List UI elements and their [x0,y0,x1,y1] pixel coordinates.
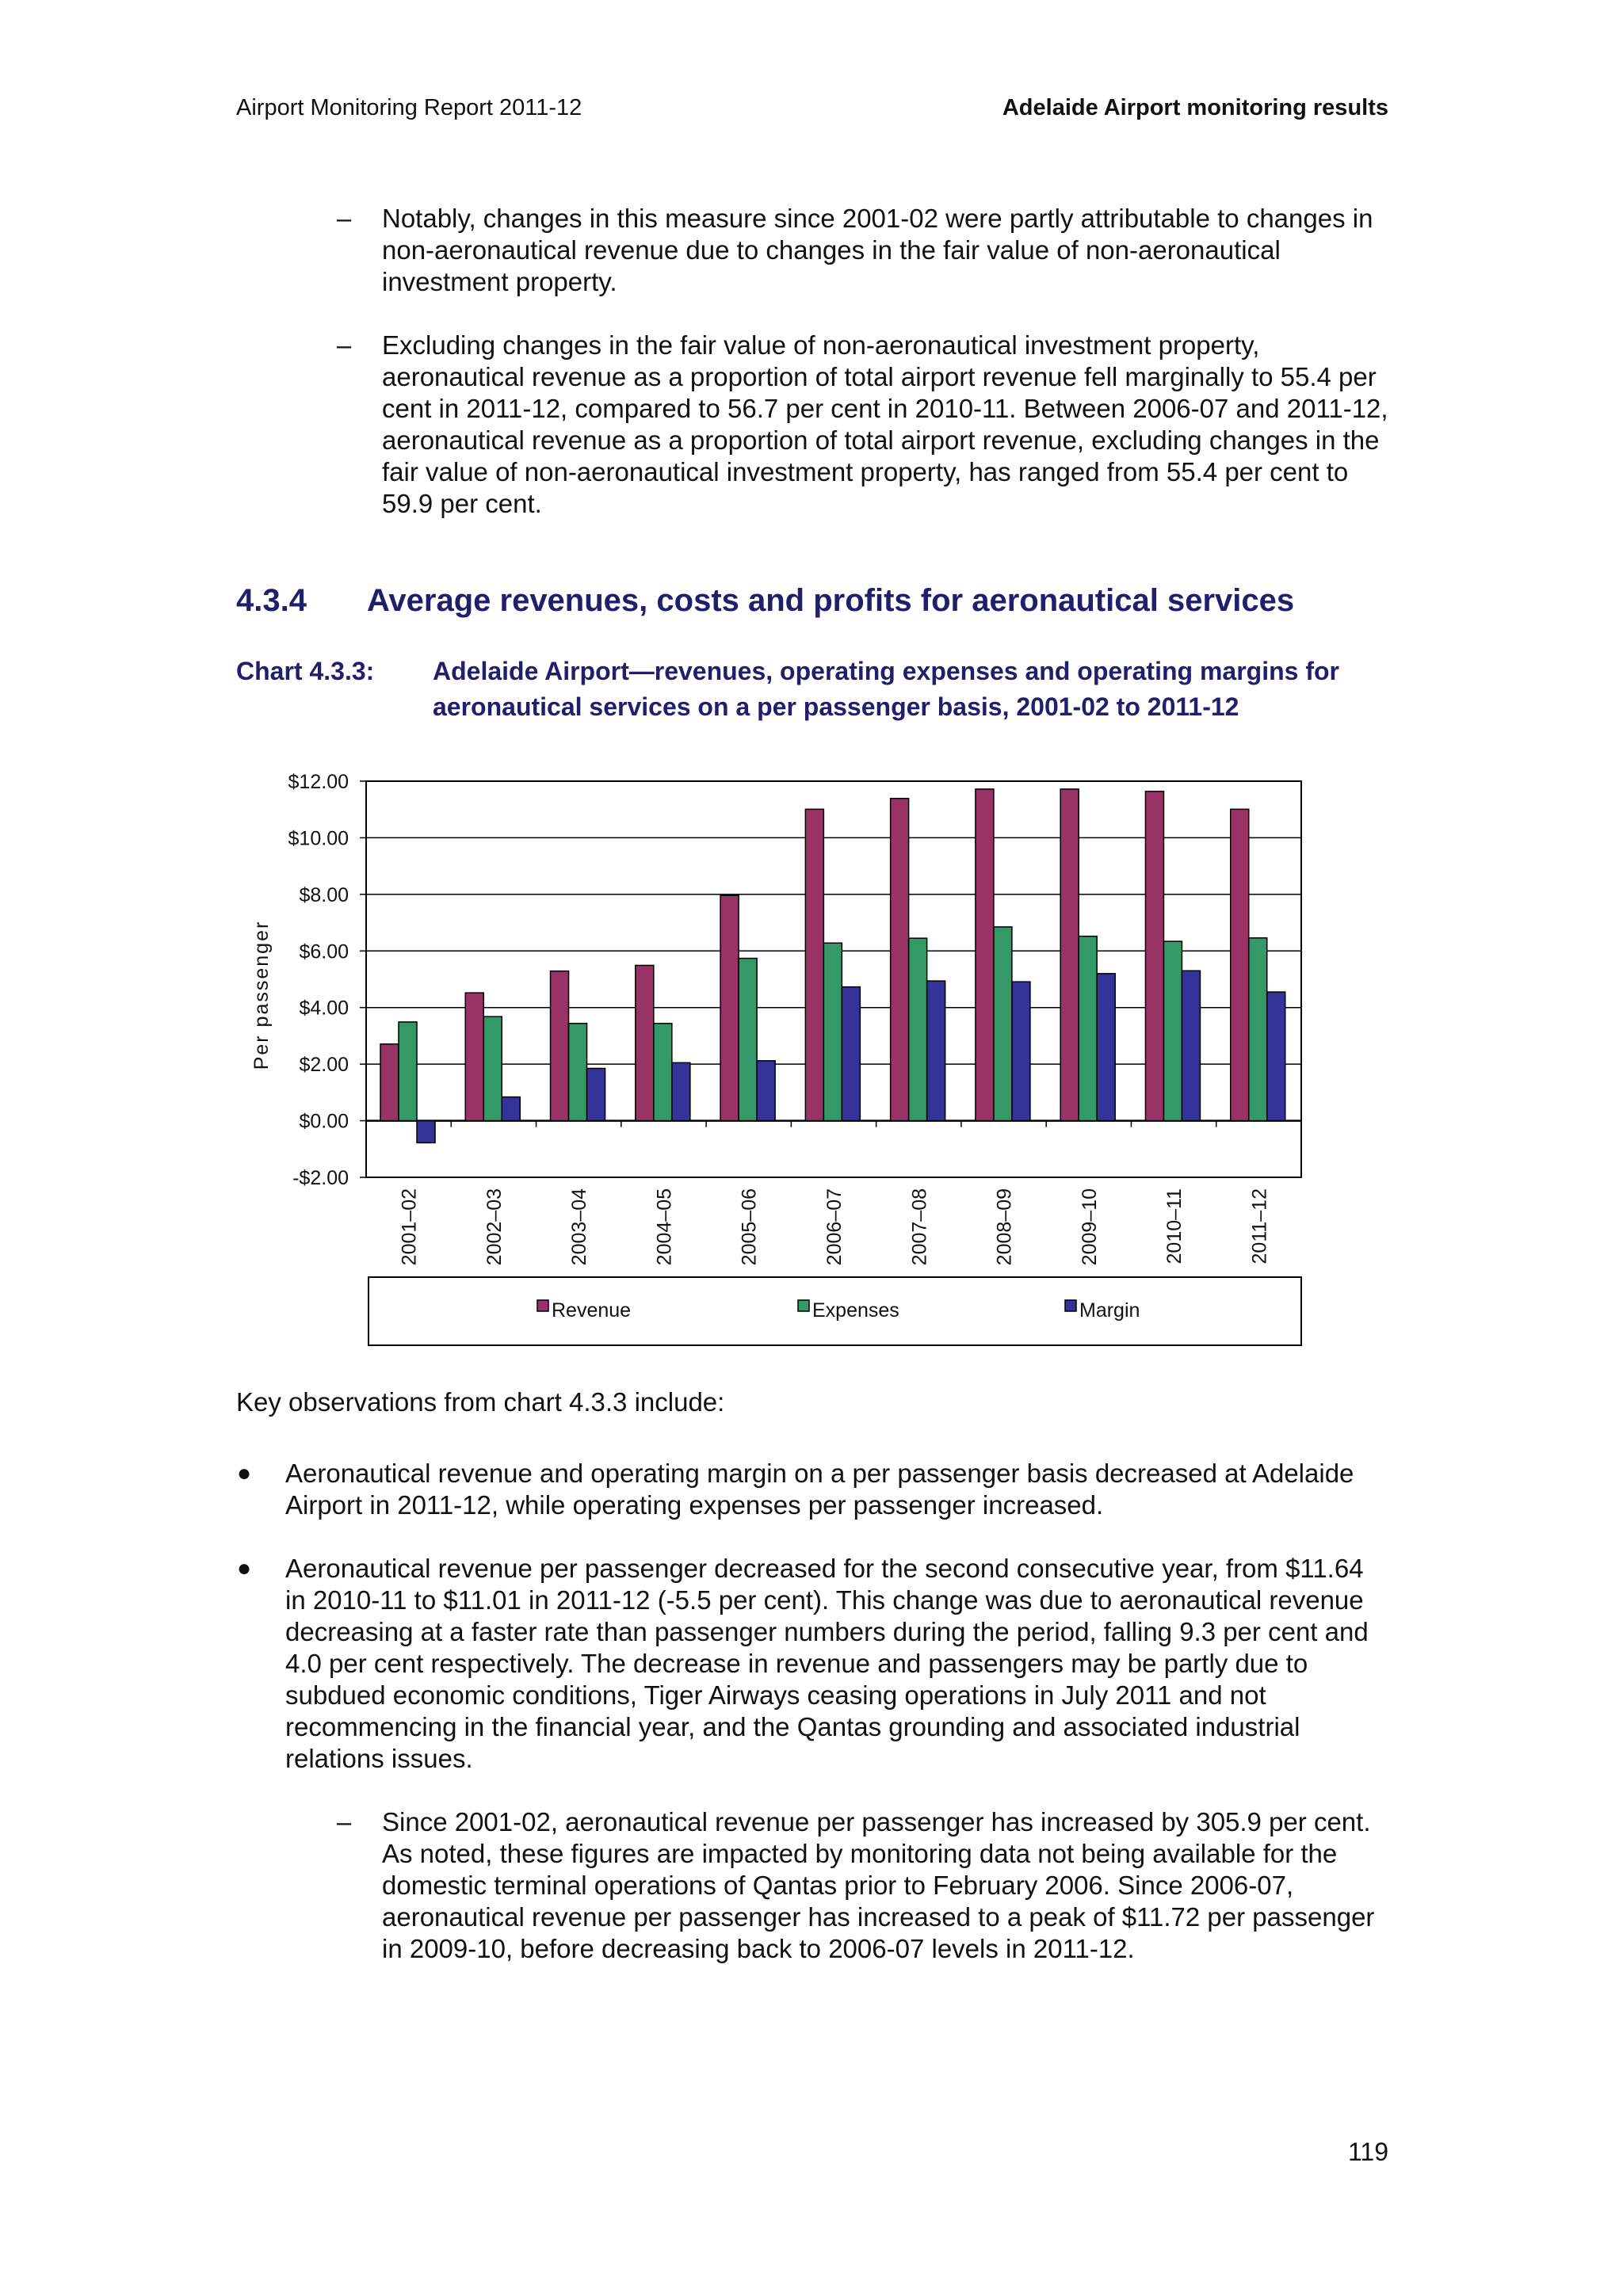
bar-expenses [739,959,757,1121]
section-number: 4.3.4 [236,583,307,618]
x-tick-label: 2010–11 [1163,1188,1186,1264]
x-tick-label: 2003–04 [568,1188,591,1266]
bar-margin [1267,992,1285,1121]
bar-expenses [1249,938,1267,1121]
x-tick-label: 2002–03 [483,1188,506,1266]
y-tick-label: $12.00 [288,771,349,793]
bar-revenue [380,1044,399,1121]
legend-label-expenses: Expenses [812,1299,899,1322]
bar-revenue [976,789,994,1121]
legend-label-margin: Margin [1079,1299,1140,1322]
revenue-expenses-margin-chart [238,761,1347,1355]
bar-margin [842,987,860,1121]
bar-expenses [1079,936,1097,1121]
bar-expenses [399,1022,417,1121]
x-tick-label: 2008–09 [993,1188,1016,1266]
page-number: 119 [1347,2138,1388,2166]
bar-expenses [483,1016,502,1120]
bar-margin [502,1097,520,1121]
observation-bullet-text: Aeronautical revenue per passenger decreased for the second consecutive year, from $11.64 in 2010-11 to $11.01 in 2011-12 (-5.5 per cent). This change was due to aeronautical revenue decreasing at a faster rate than passenger numbers during the period, falling 9.3 per cent and 4.0 per cent respectively. The decrease in revenue and passengers may be partly due to subdued economic conditions, Tiger Airways ceasing operations in July 2011 and not recommencing in the financial year, and the Qantas grounding and associated industrial relations issues. [285,1554,1369,1773]
legend-label-revenue: Revenue [552,1299,632,1322]
bar-revenue [720,895,739,1120]
section-title: Average revenues, costs and profits for aeronautical services [367,583,1295,618]
x-tick-label: 2007–08 [908,1188,931,1266]
x-tick-label: 2011–12 [1248,1188,1271,1264]
key-observations-intro: Key observations from chart 4.3.3 include: [236,1387,725,1417]
x-tick-label: 2001–02 [398,1188,421,1266]
dash-marker: – [336,330,352,360]
bar-margin [417,1121,435,1143]
y-tick-label: $6.00 [299,940,349,963]
bar-margin [587,1069,605,1121]
header-section-title: Adelaide Airport monitoring results [1002,95,1388,120]
bar-revenue [551,971,569,1121]
bar-revenue [805,809,823,1120]
bullet-marker: ● [236,1460,252,1486]
bar-expenses [823,943,842,1120]
bar-margin [927,981,945,1120]
legend-swatch-expenses [798,1300,809,1311]
intro-dash-text: Notably, changes in this measure since 2001-02 were partly attributable to changes in non-aeronautical revenue due to changes in the fair value of non-aeronautical investment property. [382,204,1373,296]
chart-caption-title: Adelaide Airport—revenues, operating expenses and operating margins for aeronautical services on a per passenger basis, 2001-02 to 2011-12 [433,657,1339,721]
sub-dash-text: Since 2001-02, aeronautical revenue per passenger has increased by 305.9 per cent. As noted, these figures are impacted by monitoring data not being available for the domestic terminal operations of Qantas prior to February 2006. Since 2006-07, aeronautical revenue per passenger has increased to a peak of $11.72 per passenger in 2009-10, before decreasing back to 2006-07 levels in 2011-12. [382,1807,1375,1963]
bar-revenue [891,799,909,1121]
y-tick-label: -$2.00 [292,1167,349,1189]
y-tick-label: $4.00 [299,997,349,1020]
section-heading [236,583,1294,619]
legend-swatch-revenue [537,1300,548,1311]
y-axis-title: Per passenger [250,920,273,1070]
x-tick-label: 2005–06 [738,1188,761,1266]
intro-dash-text: Excluding changes in the fair value of non-aeronautical investment property, aeronautical revenue as a proportion of total airport revenue fell marginally to 55.4 per cent in 2011-12, compared to 56.7 per cent in 2010-11. Between 2006-07 and 2011-12, aeronautical revenue as a proportion of total airport revenue, excluding changes in the fair value of non-aeronautical investment property, has ranged from 55.4 per cent to 59.9 per cent. [382,330,1388,518]
y-tick-label: $10.00 [288,827,349,850]
y-tick-label: $2.00 [299,1054,349,1077]
bullet-marker: ● [236,1555,252,1581]
y-tick-label: $0.00 [299,1110,349,1133]
dash-marker: – [336,204,352,233]
bar-margin [1182,971,1200,1120]
y-tick-label: $8.00 [299,883,349,906]
x-tick-label: 2009–10 [1078,1188,1101,1266]
bar-expenses [654,1024,672,1121]
bar-revenue [1231,809,1249,1120]
x-tick-label: 2004–05 [653,1188,676,1266]
bar-revenue [1145,791,1163,1121]
observation-bullet-text: Aeronautical revenue and operating margin on a per passenger basis decreased at Adelaide Airport in 2011-12, while operating expenses per passenger increased. [285,1459,1354,1520]
x-tick-label: 2006–07 [823,1188,846,1266]
bar-margin [1012,982,1030,1120]
legend-swatch-margin [1065,1300,1076,1311]
chart-caption-label: Chart 4.3.3: [236,657,375,685]
dash-marker: – [336,1807,352,1836]
bar-margin [1097,974,1115,1121]
header-report-title: Airport Monitoring Report 2011-12 [236,95,582,120]
bar-expenses [569,1024,587,1121]
bar-margin [757,1061,775,1121]
bar-margin [672,1062,690,1120]
bar-revenue [1060,789,1079,1121]
bar-expenses [994,927,1012,1121]
bar-expenses [909,938,927,1120]
bar-expenses [1163,941,1182,1120]
bar-revenue [465,993,483,1120]
bar-revenue [636,966,654,1121]
